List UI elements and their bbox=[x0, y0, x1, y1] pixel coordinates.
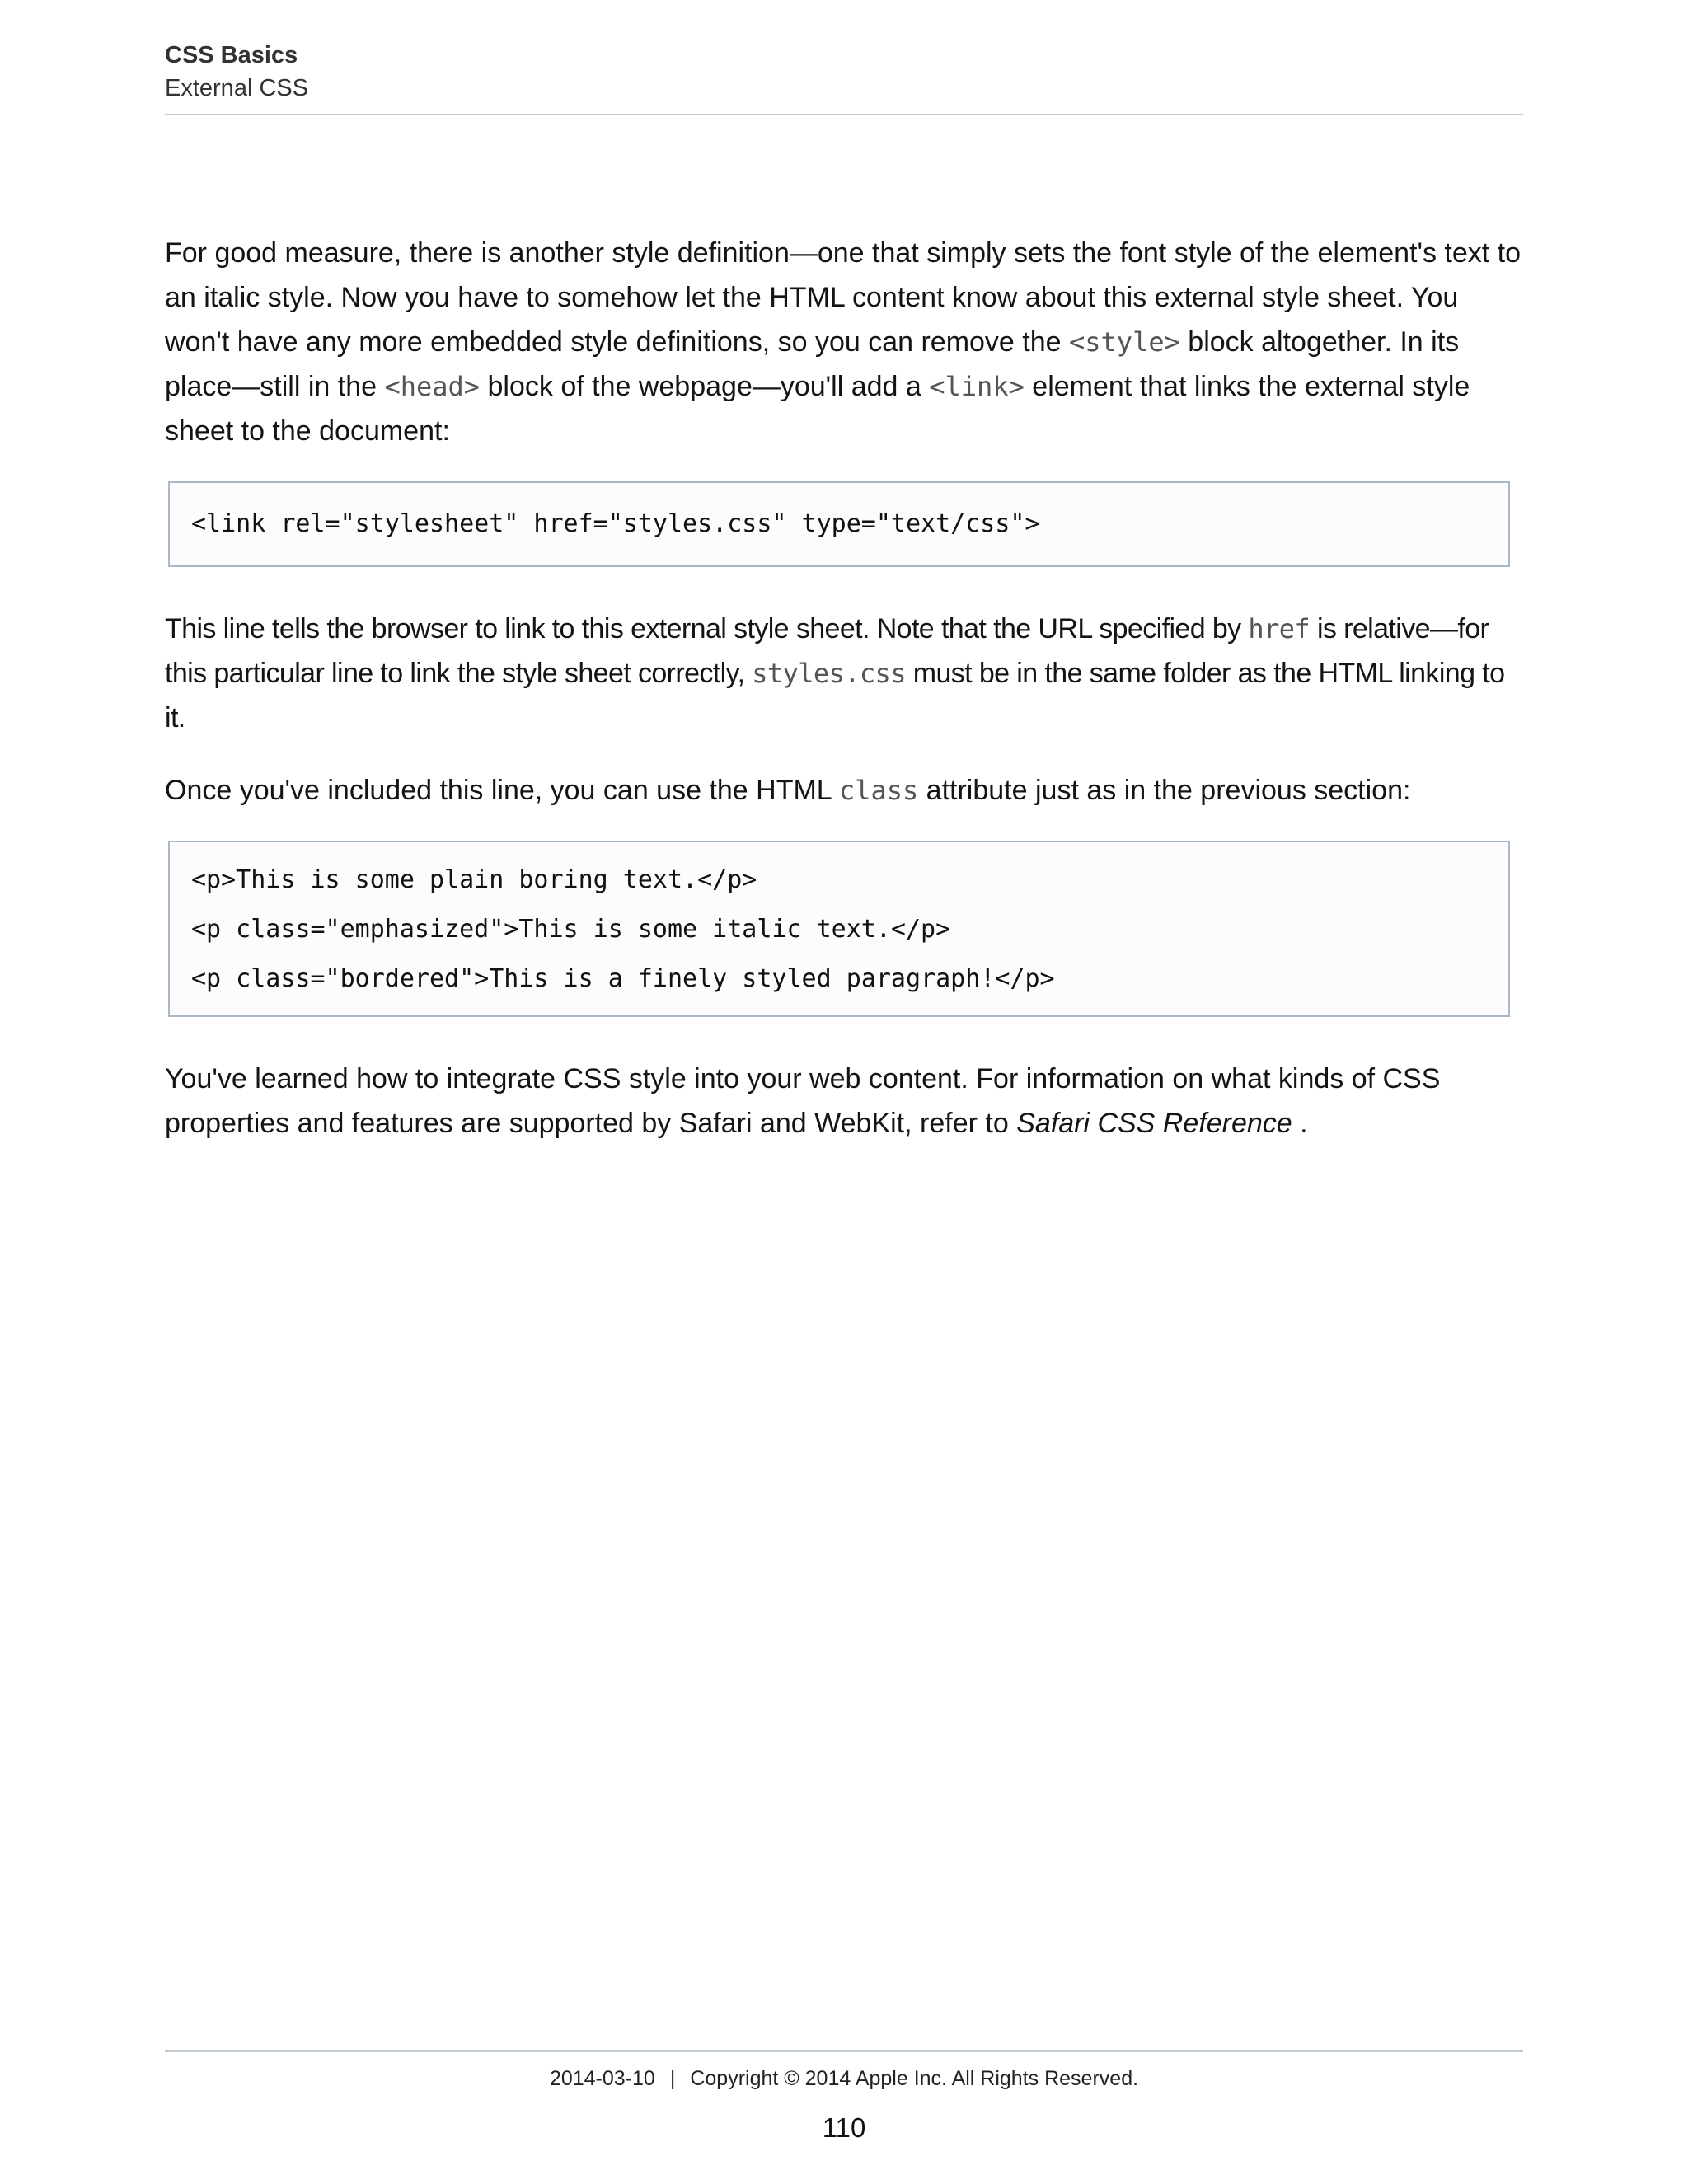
code-block-class-examples bbox=[168, 841, 1510, 1017]
page-number: 110 bbox=[822, 2112, 866, 2143]
code-line: <p class="emphasized">This is some italic text.</p> bbox=[191, 915, 951, 944]
footer-date: 2014-03-10 bbox=[549, 2067, 655, 2090]
header-divider bbox=[165, 114, 1523, 115]
page-footer bbox=[165, 2062, 1523, 2095]
code-line: <p>This is some plain boring text.</p> bbox=[191, 865, 757, 894]
paragraph-summary bbox=[165, 1057, 1523, 1146]
code-block-link-element bbox=[168, 481, 1510, 567]
paragraph-text: attribute just as in the previous section: bbox=[918, 775, 1411, 806]
paragraph-text: element that links the external style sheet to the document: bbox=[165, 371, 1470, 447]
safari-css-reference-link[interactable]: Safari CSS Reference bbox=[1016, 1108, 1292, 1139]
inline-code-href: href bbox=[1248, 613, 1311, 644]
code-line: <link rel="stylesheet" href="styles.css" type="text/css"> bbox=[191, 509, 1040, 538]
paragraph-text: block of the webpage—you'll add a bbox=[480, 371, 930, 402]
page-header bbox=[165, 40, 1523, 105]
paragraph-text: . bbox=[1292, 1108, 1308, 1139]
paragraph-text: block altogether. In its place—still in the bbox=[165, 326, 1460, 402]
inline-code-style-tag: <style> bbox=[1069, 326, 1180, 358]
paragraph-link-explanation bbox=[165, 607, 1523, 740]
paragraph-text: You've learned how to integrate CSS style into your web content. For information on what kinds of CSS properties and features are supported by Safari and WebKit, refer to bbox=[165, 1063, 1441, 1139]
paragraph-text: is relative—for this particular line to link the style sheet correctly, bbox=[165, 613, 1489, 689]
main-content bbox=[165, 231, 1523, 1174]
paragraph-text: must be in the same folder as the HTML linking to it. bbox=[165, 658, 1505, 733]
footer-divider bbox=[165, 2050, 1523, 2052]
paragraph-text: For good measure, there is another style definition—one that simply sets the font style of the element's text to an italic style. Now you have to somehow let the HTML content know about this external style sheet. You won't have any more embedded style definitions, so you can remove the bbox=[165, 237, 1522, 358]
inline-code-styles-css: styles.css bbox=[752, 658, 906, 689]
paragraph-class-attribute bbox=[165, 768, 1523, 813]
inline-code-head-tag: <head> bbox=[384, 371, 481, 402]
paragraph-text: This line tells the browser to link to this external style sheet. Note that the URL specified by bbox=[165, 613, 1249, 644]
paragraph-text: Once you've included this line, you can use the HTML bbox=[165, 775, 839, 806]
paragraph-style-definition bbox=[165, 231, 1523, 453]
inline-code-class: class bbox=[838, 775, 919, 806]
header-section-title: External CSS bbox=[165, 75, 309, 101]
code-line: <p class="bordered">This is a finely styled paragraph!</p> bbox=[191, 964, 1055, 993]
inline-code-link-tag: <link> bbox=[929, 371, 1025, 402]
footer-copyright: Copyright © 2014 Apple Inc. All Rights Reserved. bbox=[690, 2067, 1139, 2090]
footer-separator: | bbox=[669, 2067, 676, 2090]
header-chapter-title: CSS Basics bbox=[165, 42, 298, 68]
